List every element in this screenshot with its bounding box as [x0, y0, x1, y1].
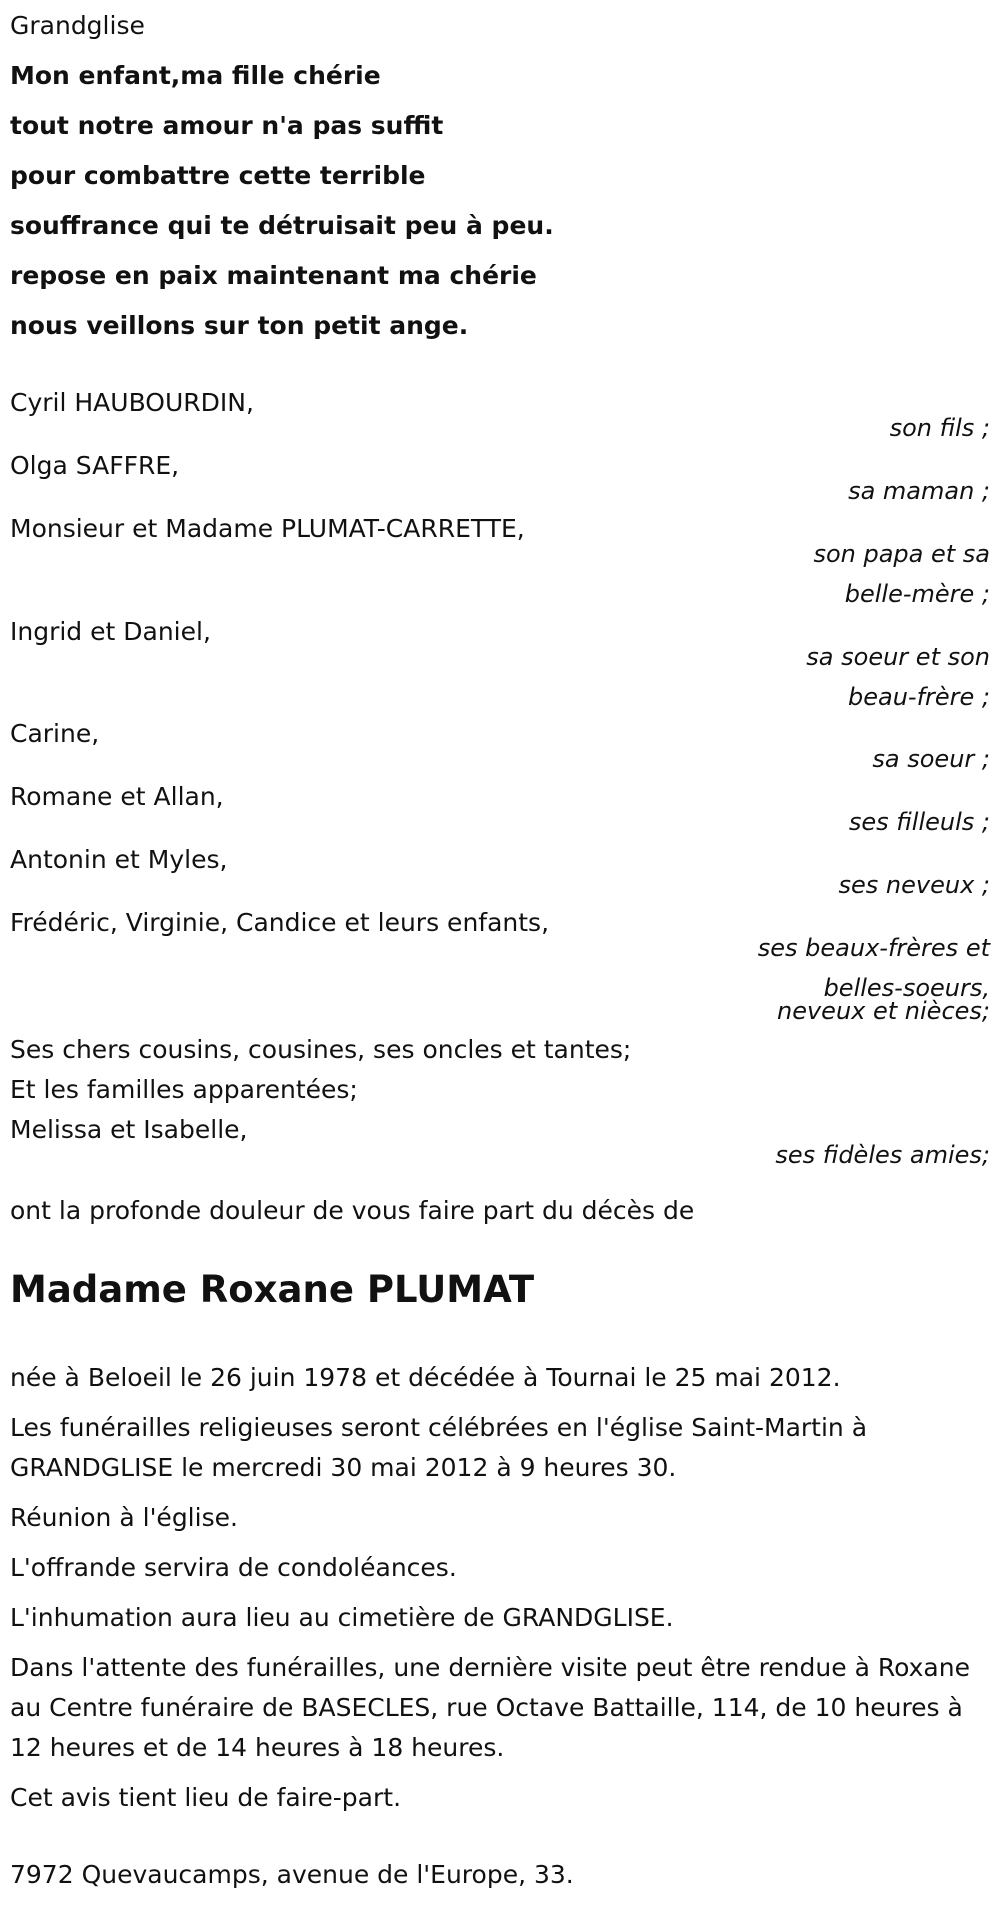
poem-line: Mon enfant,ma fille chérie: [10, 61, 381, 90]
family-member-name: Ses chers cousins, cousines, ses oncles et tantes;: [10, 1035, 632, 1064]
deceased-name: Madame Roxane PLUMAT: [10, 1268, 535, 1311]
family-member-name: Et les familles apparentées;: [10, 1075, 358, 1104]
family-member-name: Cyril HAUBOURDIN,: [10, 388, 254, 417]
announcement-intro: ont la profonde douleur de vous faire part du décès de: [10, 1196, 695, 1225]
family-member-relation: beau-frère ;: [847, 683, 990, 711]
detail-paragraph: Les funérailles religieuses seront célébrées en l'église Saint-Martin à GRANDGLISE le mercredi 30 mai 2012 à 9 heures 30.: [10, 1413, 868, 1482]
detail-paragraph: Dans l'attente des funérailles, une dernière visite peut être rendue à Roxane au Centre funéraire de BASECLES, rue Octave Battaille, 114, de 10 heures à 12 heures et de 14 heures à 18 heures.: [10, 1653, 970, 1762]
poem-line: nous veillons sur ton petit ange.: [10, 311, 469, 340]
family-member-relation: son papa et sa: [813, 540, 990, 568]
funeral-details: [10, 1358, 990, 1828]
poem-block: [10, 51, 554, 351]
detail-paragraph: Cet avis tient lieu de faire-part.: [10, 1783, 402, 1812]
family-member-relation: sa soeur ;: [872, 745, 990, 773]
detail-paragraph: L'inhumation aura lieu au cimetière de GRANDGLISE.: [10, 1603, 674, 1632]
family-member-name: Romane et Allan,: [10, 782, 224, 811]
detail-paragraph: L'offrande servira de condoléances.: [10, 1553, 457, 1582]
family-member-relation: son fils ;: [889, 414, 990, 442]
family-member-name: Melissa et Isabelle,: [10, 1115, 248, 1144]
detail-paragraph: Réunion à l'église.: [10, 1503, 238, 1532]
family-member-relation: ses neveux ;: [838, 871, 990, 899]
family-member-name: Frédéric, Virginie, Candice et leurs enfants,: [10, 908, 550, 937]
poem-line: tout notre amour n'a pas suffit: [10, 111, 444, 140]
family-member-relation: sa maman ;: [848, 477, 990, 505]
family-member-relation: belle-mère ;: [844, 580, 990, 608]
family-member-relation: neveux et nièces;: [777, 997, 990, 1025]
poem-line: repose en paix maintenant ma chérie: [10, 261, 537, 290]
family-member-relation: sa soeur et son: [806, 643, 990, 671]
family-member-relation: ses fidèles amies;: [775, 1141, 990, 1169]
family-member-name: Antonin et Myles,: [10, 845, 228, 874]
poem-line: pour combattre cette terrible: [10, 161, 426, 190]
detail-paragraph: née à Beloeil le 26 juin 1978 et décédée à Tournai le 25 mai 2012.: [10, 1363, 841, 1392]
family-member-name: Olga SAFFRE,: [10, 451, 180, 480]
family-member-name: Monsieur et Madame PLUMAT-CARRETTE,: [10, 514, 525, 543]
family-address: 7972 Quevaucamps, avenue de l'Europe, 33.: [10, 1860, 574, 1889]
family-member-relation: belles-soeurs,: [823, 974, 990, 1002]
family-member-name: Ingrid et Daniel,: [10, 617, 211, 646]
family-member-relation: ses filleuls ;: [848, 808, 990, 836]
family-member-relation: ses beaux-frères et: [757, 934, 990, 962]
family-member-name: Carine,: [10, 719, 100, 748]
place-heading: Grandglise: [10, 11, 145, 40]
poem-line: souffrance qui te détruisait peu à peu.: [10, 211, 554, 240]
